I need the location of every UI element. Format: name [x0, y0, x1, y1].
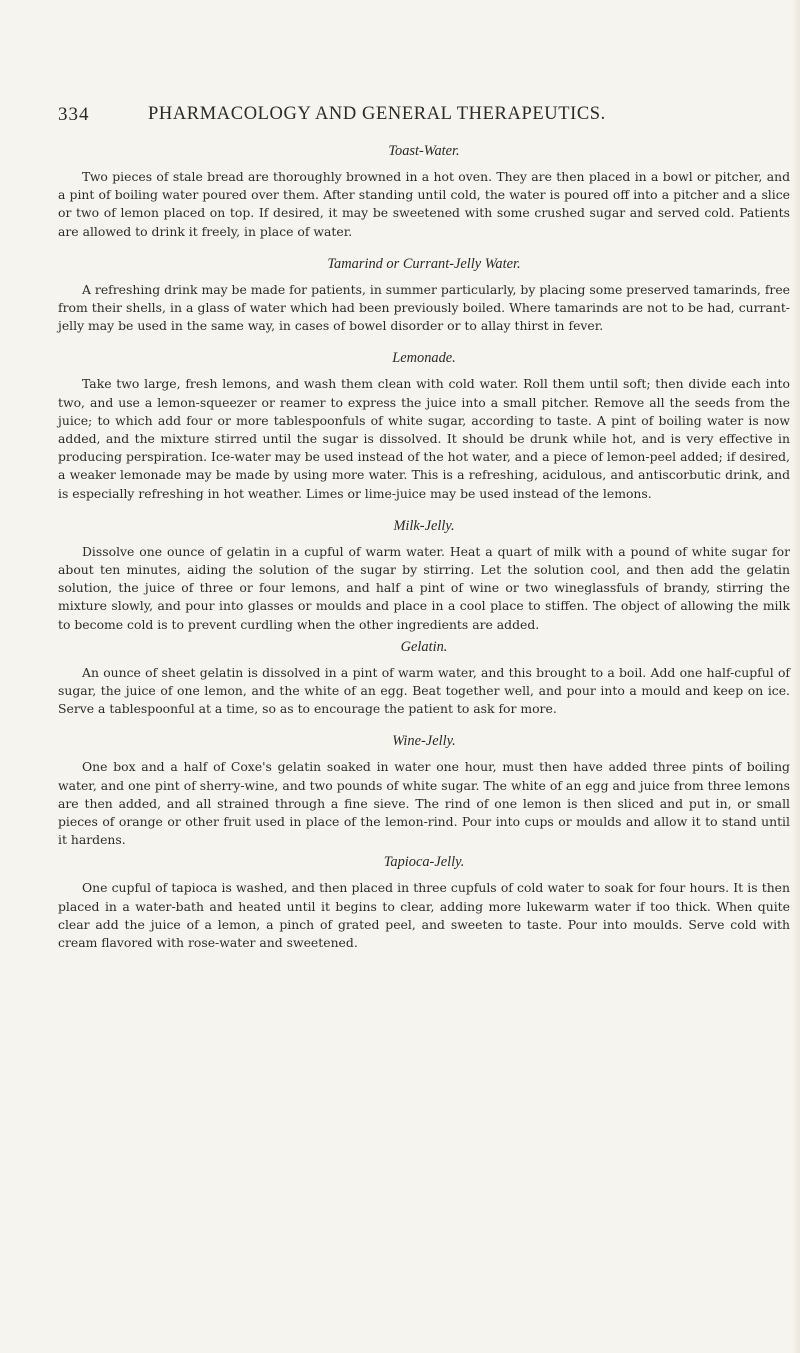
section-wine-jelly [58, 732, 790, 849]
section-body: A refreshing drink may be made for patients, in summer particularly, by placing some preserved tamarinds, free from their shells, in a glass of water which had been previously boiled. Where tamarinds are not to be had, currant-jelly may be used in the same way, in cases of bowel disorder or to allay thirst in fever. [58, 281, 790, 334]
section-body: One cupful of tapioca is washed, and then placed in three cupfuls of cold water to soak for four hours. It is then placed in a water-bath and heated until it begins to clear, adding more lukewarm water if too thick. When quite clear add the juice of a lemon, a pinch of grated peel, and sweeten to taste. Pour into moulds. Serve cold with cream flavored with rose-water and sweetened. [58, 880, 790, 951]
section-heading: Lemonade. [392, 350, 456, 367]
section-heading: Tapioca-Jelly. [383, 854, 465, 871]
section-heading: Gelatin. [400, 638, 448, 655]
section-heading: Toast-Water. [388, 143, 460, 159]
section-heading: Wine-Jelly. [392, 733, 456, 750]
section-body: Two pieces of stale bread are thoroughly browned in a hot oven. They are then placed in a bowl or pitcher, and a pint of boiling water poured over them. After standing until cold, the water is poured off into a pitcher and a slice or two of lemon placed on top. If desired, it may be sweetened with some crushed sugar and served cold. Patients are allowed to drink it freely, in place of water. [58, 169, 790, 239]
section-gelatin [58, 638, 790, 719]
section-heading: Milk-Jelly. [393, 517, 455, 534]
section-tapioca-jelly [58, 853, 790, 952]
page-edge-shadow [792, 0, 800, 1353]
section-milk-jelly [58, 517, 790, 634]
section-body: An ounce of sheet gelatin is dissolved in a pint of warm water, and this brought to a boil. Add one half-cupful of sugar, the juice of one lemon, and the white of an egg. Beat together well, and pour into a mould and keep on ice. Serve a tablespoonful at a time, so as to encourage the patient to ask for more. [58, 664, 790, 717]
section-body: Take two large, fresh lemons, and wash them clean with cold water. Roll them until soft; then divide each into two, and use a lemon-squeezer or reamer to express the juice into a small pitcher. Remove all the seeds from the juice; to which add four or more tablespoonfuls of white sugar, according to taste. A pint of boiling water is now added, and the mixture stirred until the sugar is dissolved. It should be drunk while hot, and is very effective in producing perspiration. Ice-water may be used instead of the hot water, and a piece of lemon-peel added; if desired, a weaker lemonade may be made by using more water. This is a refreshing, acidulous, and antiscorbutic drink, and is especially refreshing in hot weather. Limes or lime-juice may be used instead of the lemons. [58, 376, 790, 501]
running-title: PHARMACOLOGY AND GENERAL THERAPEUTICS. [148, 104, 606, 124]
section-body: Dissolve one ounce of gelatin in a cupful of warm water. Heat a quart of milk with a pound of white sugar for about ten minutes, aiding the solution of the sugar by stirring. Let the solution cool, and then add the gelatin solution, the juice of three or four lemons, and half a pint of wine or two wineglassfuls of brandy, stirring the mixture slowly, and pour into glasses or moulds and place in a cool place to stiffen. The object of allowing the milk to become cold is to prevent curdling when the other ingredients are added. [58, 543, 790, 632]
section-heading: Tamarind or Currant-Jelly Water. [327, 255, 521, 272]
section-body: One box and a half of Coxe's gelatin soaked in water one hour, must then have added three pints of boiling water, and one pint of sherry-wine, and two pounds of white sugar. The white of an egg and juice from three lemons are then added, and all strained through a fine sieve. The rind of one lemon is then sliced and put in, or small pieces of orange or other fruit used in place of the lemon-rind. Pour into cups or moulds and allow it to stand until it hardens. [58, 759, 790, 848]
page-number: 334 [58, 104, 90, 125]
section-tamarind-water [58, 255, 790, 336]
running-head [58, 104, 778, 134]
section-lemonade [58, 349, 790, 502]
section-toast-water [58, 142, 790, 241]
page-content [58, 142, 790, 952]
